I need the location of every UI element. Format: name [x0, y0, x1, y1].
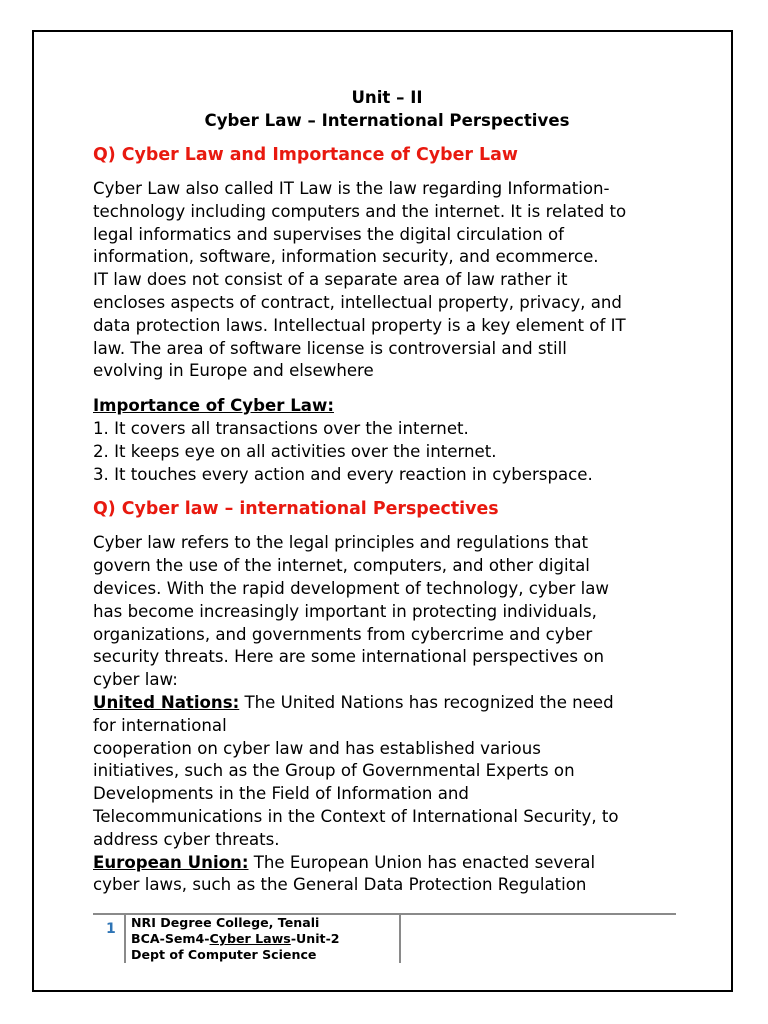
text-line: Telecommunications in the Context of International Security, to	[93, 806, 619, 826]
q1-paragraph	[93, 178, 693, 383]
eu-line	[93, 852, 693, 875]
text-line: security threats. Here are some international perspectives on	[93, 647, 604, 667]
text-line: encloses aspects of contract, intellectual property, privacy, and	[93, 292, 622, 312]
footer-dept: Dept of Computer Science	[131, 947, 317, 962]
text-line: data protection laws. Intellectual property is a key element of IT	[93, 315, 626, 335]
page-number: 1	[106, 921, 116, 937]
list-item: 2. It keeps eye on all activities over the internet.	[93, 441, 497, 461]
united-nations-label: United Nations:	[93, 692, 240, 712]
text-line: Cyber Law also called IT Law is the law regarding Information-	[93, 179, 610, 198]
european-union-label: European Union:	[93, 852, 249, 872]
text-line: for international	[93, 715, 227, 735]
text-line: cyber law:	[93, 670, 178, 690]
footer-course-subject: Cyber Laws	[209, 931, 291, 946]
text-line: cooperation on cyber law and has established various	[93, 738, 541, 758]
text-line: Cyber law refers to the legal principles and regulations that	[93, 533, 589, 553]
text-line: Developments in the Field of Information and	[93, 784, 469, 804]
list-item: 1. It covers all transactions over the internet.	[93, 418, 469, 438]
footer-course	[131, 931, 340, 947]
text-line: information, software, information security, and ecommerce.	[93, 247, 599, 267]
text-line: legal informatics and supervises the digital circulation of	[93, 224, 564, 244]
footer-divider-vertical	[399, 915, 401, 963]
footer-course-prefix: BCA-Sem4-	[131, 931, 210, 946]
footer-course-suffix: -Unit-2	[290, 931, 340, 946]
text-line: law. The area of software license is controversial and still	[93, 338, 567, 358]
footer-divider-vertical	[124, 915, 126, 963]
text-line: has become increasingly important in protecting individuals,	[93, 601, 597, 621]
un-text: The United Nations has recognized the need	[239, 692, 614, 712]
page-title: Cyber Law – International Perspectives	[204, 111, 570, 130]
un-line	[93, 692, 693, 715]
document-body	[93, 86, 693, 897]
unit-title: Unit – II	[351, 88, 423, 107]
importance-heading: Importance of Cyber Law:	[93, 396, 334, 416]
text-line: devices. With the rapid development of technology, cyber law	[93, 578, 609, 598]
text-line: govern the use of the internet, computers, and other digital	[93, 556, 590, 576]
q2-paragraph	[93, 532, 693, 897]
text-line: organizations, and governments from cybercrime and cyber	[93, 624, 593, 644]
footer-info	[131, 915, 340, 963]
text-line: initiatives, such as the Group of Governmental Experts on	[93, 761, 575, 781]
footer-college: NRI Degree College, Tenali	[131, 915, 320, 930]
text-line: evolving in Europe and elsewhere	[93, 361, 374, 381]
question-2-heading: Q) Cyber law – international Perspectives	[93, 499, 499, 520]
text-line: cyber laws, such as the General Data Protection Regulation	[93, 875, 587, 895]
text-line: technology including computers and the internet. It is related to	[93, 201, 627, 221]
text-line: IT law does not consist of a separate area of law rather it	[93, 270, 568, 290]
list-item: 3. It touches every action and every reaction in cyberspace.	[93, 464, 593, 484]
importance-section	[93, 395, 693, 486]
text-line: address cyber threats.	[93, 829, 280, 849]
question-1-heading: Q) Cyber Law and Importance of Cyber Law	[93, 145, 518, 165]
eu-text: The European Union has enacted several	[248, 852, 596, 872]
